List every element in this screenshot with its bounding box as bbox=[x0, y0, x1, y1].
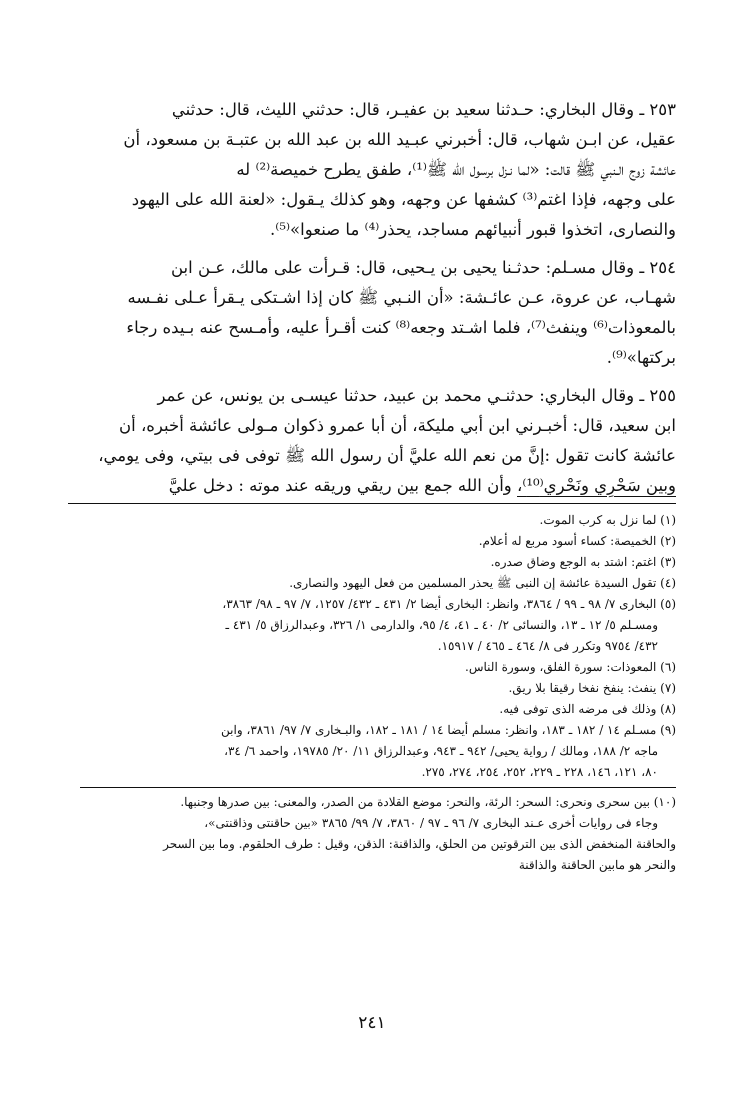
footnote-9-line-2: ماجه ٢/ ١٨٨، ومالك / رواية يحيى/ ٩٤٢ ـ ٩٤٣، وعبدالرزاق ١١/ ٢٠/ ١٩٧٨٥، واحمد ٦/ ٣٤، bbox=[224, 744, 658, 758]
footnote-9-line-1: (٩) مسـلم ١٤ / ١٨٢ ـ ١٨٣، وانظر: مسلم أيضا ١٤ / ١٨١ ـ ١٨٢، والبـخارى ٧/ ٩٧/ ٣٨٦١، وابن bbox=[221, 723, 676, 737]
hadith-253-line-5: والنصارى، اتخذوا قبور أنبيائهم مساجد، يحذر⁽⁴⁾ ما صنعوا»⁽⁵⁾. bbox=[270, 220, 676, 239]
hadith-254-line-2: شهـاب، عن عروة، عـن عائـشة: «أن النـبي ﷺ كان إذا اشـتكى يـقرأ عـلى نفـسه bbox=[127, 288, 676, 307]
footnote-2: (٢) الخميصة: كساء أسود مربع له أعلام. bbox=[478, 534, 676, 548]
hadith-255-underlined-phrase: وبين سَحْرِي ونَحْري⁽¹⁰⁾، bbox=[517, 476, 676, 495]
footnote-separator bbox=[68, 503, 676, 504]
hadith-255-line-3: عائشة كانت تقول :إنَّ من نعم الله عليَّ أن رسول الله ﷺ توفى فى بيتي، وفى يومي، bbox=[98, 446, 676, 465]
hadith-254-line-3: بالمعوذات⁽⁶⁾ وينفث⁽⁷⁾، فلما اشـتد وجعه⁽⁸⁾ كنت أقـرأ عليه، وأمـسح عنه بـيده رجاء bbox=[126, 318, 676, 337]
footnote-10-line-3: والحاقنة المنخفض الذى بين الترقوتين من الحلق، والذاقنة: الذقن، وقيل : طرف الحلقوم. وما بين السحر bbox=[163, 837, 676, 851]
footnote-9-line-3: ٨٠، ١٢١، ١٤٦، ٢٢٨ ـ ٢٢٩، ٢٥٢، ٢٥٤، ٢٧٤، ٢٧٥. bbox=[421, 765, 658, 779]
hadith-253-line-1: ٢٥٣ ـ وقال البخاري: حـدثنا سعيد بن عفيـر، قال: حدثني الليث، قال: حدثني bbox=[171, 100, 676, 119]
footnote-10-line-4: والنحر هو مابين الحاقنة والذاقنة bbox=[518, 858, 676, 872]
footnote-inner-separator bbox=[80, 787, 676, 788]
footnote-5-line-3: ٤٣٢/ ٩٧٥٤ وتكرر فى ٨/ ٤٦٤ ـ ٤٦٥ / ١٥٩١٧. bbox=[437, 639, 658, 653]
hadith-254-line-4: بركتها»⁽⁹⁾. bbox=[606, 348, 676, 367]
footnote-7: (٧) ينفث: ينفخ نفخا رقيقا بلا ريق. bbox=[508, 681, 676, 695]
footnote-1: (١) لما نزل به كرب الموت. bbox=[539, 513, 676, 527]
page-content bbox=[68, 95, 676, 876]
hadith-255 bbox=[68, 381, 676, 501]
footnote-10-line-2: وجاء فى روايات أخرى عـند البخارى ٧/ ٩٦ ـ ٩٧ / ٣٨٦٠، ٧/ ٩٩/ ٣٨٦٥ «بين حاقنتى وذاقنتى»، bbox=[204, 816, 658, 830]
hadith-253-line-2: عقيل، عن ابـن شهاب، قال: أخبرني عبـيد الله بن عبد الله بن عتبـة بن مسعود، أن bbox=[123, 130, 676, 149]
hadith-253-line-3: عائشة زوج الـنبي ﷺ قالت: «لما نـزل برسول الله ﷺ⁽¹⁾، طفق يطرح خميصة⁽²⁾ له bbox=[236, 160, 676, 179]
footnote-5-line-1: (٥) البخارى ٧/ ٩٨ ـ ٩٩ / ٣٨٦٤، وانظر: البخارى أيضا ٢/ ٤٣١ ـ ٤٣٢/ ١٢٥٧، ٧/ ٩٧ ـ ٩٨/ ٣٨٦٣، bbox=[222, 597, 676, 611]
hadith-255-line-4-rest: وأن الله جمع بين ريقي وريقه عند موته : دخل عليَّ bbox=[168, 476, 517, 495]
footnote-10-line-1: (١٠) بين سحرى ونحرى: السحر: الرئة، والنحر: موضع القلادة من الصدر، والمعنى: بين صدرها وجنبها. bbox=[180, 795, 676, 809]
footnote-4: (٤) تقول السيدة عائشة إن النبى ﷺ يحذر المسلمين من فعل اليهود والنصارى. bbox=[289, 576, 676, 590]
hadith-254-line-1: ٢٥٤ ـ وقال مسـلم: حدثـنا يحيى بن يـحيى، قال: قـرأت على مالك، عـن ابن bbox=[171, 258, 676, 277]
page-number: ٢٤١ bbox=[358, 1013, 386, 1033]
footnote-8: (٨) وذلك فى مرضه الذى توفى فيه. bbox=[499, 702, 676, 716]
footnotes bbox=[68, 510, 676, 876]
footnote-3: (٣) اغتم: اشتد به الوجع وضاق صدره. bbox=[490, 555, 676, 569]
footnote-5-line-2: ومسـلم ٥/ ١٢ ـ ١٣، والنسائى ٢/ ٤٠ ـ ٤١، ٤/ ٩٥، والدارمى ١/ ٣٢٦، وعبدالرزاق ٥/ ٤٣١ ـ bbox=[225, 618, 658, 632]
hadith-253-line-4: على وجهه، فإذا اغتم⁽³⁾ كشفها عن وجهه، وهو كذلك يـقول: «لعنة الله على اليهود bbox=[131, 190, 676, 209]
footnote-6: (٦) المعوذات: سورة الفلق، وسورة الناس. bbox=[465, 660, 676, 674]
hadith-255-line-1: ٢٥٥ ـ وقال البخاري: حدثنـي محمد بن عبيد، حدثنا عيسـى بن يونس، عن عمر bbox=[157, 386, 676, 405]
hadith-255-line-2: ابن سعيد، قال: أخبـرني ابن أبي مليكة، أن أبا عمرو ذكوان مـولى عائشة أخبره، أن bbox=[119, 416, 676, 435]
hadith-254 bbox=[68, 253, 676, 373]
hadith-253 bbox=[68, 95, 676, 245]
